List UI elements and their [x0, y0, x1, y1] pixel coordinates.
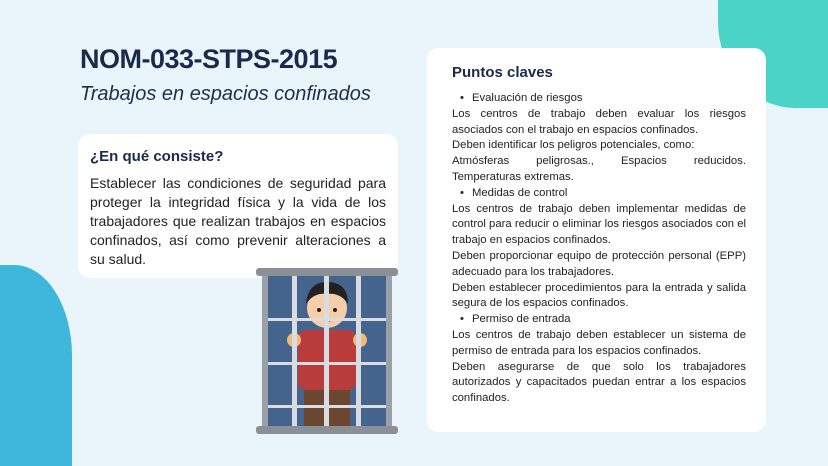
page-title: NOM-033-STPS-2015 — [80, 44, 338, 74]
definition-card — [78, 134, 398, 278]
key-point-text: Deben identificar los peligros potenciales, como: — [452, 139, 695, 152]
key-point-bullet: • Evaluación de riesgos — [452, 91, 746, 107]
definition-heading: ¿En qué consiste? — [90, 148, 224, 165]
key-point-bullet: • Medidas de control — [452, 186, 746, 202]
key-point-text: Deben asegurarse de que solo los trabajadores autorizados y capacitados puedan entrar a los espacios confinados. — [452, 360, 746, 405]
key-points-card — [427, 48, 766, 432]
key-points-list — [452, 91, 746, 407]
key-point-text: Atmósferas peligrosas., Espacios reducidos. Temperaturas extremas. — [452, 155, 746, 183]
key-point-text: Los centros de trabajo deben evaluar los riesgos asociados con el trabajo en espacios confinados. — [452, 107, 746, 136]
decorative-blob-bottom-left — [0, 265, 72, 466]
key-point-text: Deben establecer procedimientos para la entrada y salida segura de los espacios confinados. — [452, 281, 746, 310]
key-points-heading: Puntos claves — [452, 64, 553, 81]
key-point-text: Deben proporcionar equipo de protección personal (EPP) adecuado para los trabajadores. — [452, 249, 746, 278]
definition-text: Establecer las condiciones de seguridad para proteger la integridad física y la vida de los trabajadores que realizan trabajos en espacios confinados, así como prevenir alteraciones a su salud. — [90, 175, 386, 267]
key-point-text: Los centros de trabajo deben establecer un sistema de permiso de entrada para los espacios confinados. — [452, 328, 746, 357]
jailed-worker-illustration — [256, 268, 398, 434]
key-point-text: Los centros de trabajo deben implementar medidas de control para reducir o eliminar los riesgos asociados con el trabajo en espacios confinados. — [452, 202, 746, 247]
key-point-bullet: • Permiso de entrada — [452, 312, 746, 328]
page-subtitle: Trabajos en espacios confinados — [80, 83, 371, 105]
